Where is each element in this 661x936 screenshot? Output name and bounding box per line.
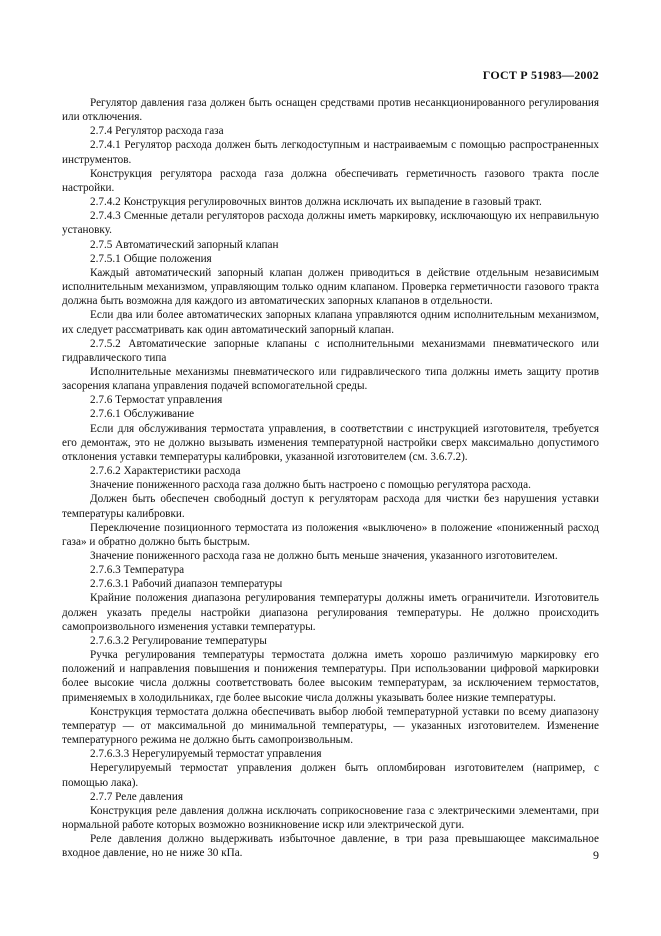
paragraph: Крайние положения диапазона регулирования температуры должны иметь ограничители. Изготовитель должен указать пределы настройки диапазона регулирования температуры. Не должно происходить самопроизвольного изменения уставки температуры. [62, 592, 599, 633]
paragraph: Если для обслуживания термостата управления, в соответствии с инструкцией изготовителя, требуется его демонтаж, это не должно вызывать изменения температурной настройки сверх максимально допустимого отклонения уставки температуры калибровки, указанной изготовителем (см. 3.6.7.2). [62, 422, 599, 463]
paragraph: 2.7.4.1 Регулятор расхода должен быть легкодоступным и настраиваемым с помощью распространенных инструментов. [62, 139, 599, 166]
section-heading: 2.7.5 Автоматический запорный клапан [90, 238, 279, 251]
section-heading: 2.7.6.3.1 Рабочий диапазон температуры [90, 578, 283, 591]
paragraph: Значение пониженного расхода газа не должно быть меньше значения, указанного изготовителем. [90, 550, 558, 562]
paragraph: Нерегулируемый термостат управления должен быть опломбирован изготовителем (например, с помощью лака). [62, 762, 599, 789]
section-heading: 2.7.7 Реле давления [90, 790, 184, 803]
paragraph: Ручка регулирования температуры термостата должна иметь хорошо различимую маркировку его положений и направления повышения и понижения температуры. При использовании цифровой маркировки более высокие числа должны соответствовать более высоким температурам, за исключением термостатов, применяемых в холодильниках, где более высокие числа должны указывать более низкие температуры. [62, 649, 599, 704]
paragraph: 2.7.5.2 Автоматические запорные клапаны с исполнительными механизмами пневматического или гидравлического типа [62, 337, 599, 364]
section-heading: 2.7.6.2 Характеристики расхода [90, 465, 241, 478]
paragraph: Регулятор давления газа должен быть оснащен средствами против несанкционированного регулирования или отключения. [62, 97, 599, 124]
section-heading: 2.7.6.3 Температура [90, 564, 185, 577]
paragraph: Конструкция термостата должна обеспечивать выбор любой температурной уставки по всему диапазону температур — от максимальной до минимальной температуры, — указанных изготовителем. Изменение температурного режима не должно быть самопроизвольным. [62, 705, 599, 747]
paragraph: Исполнительные механизмы пневматического или гидравлического типа должны иметь защиту против засорения клапана управления подачей вспомогательной среды. [62, 365, 599, 393]
section-heading: 2.7.6.1 Обслуживание [90, 408, 195, 421]
paragraph: Переключение позиционного термостата из положения «выключено» в положение «пониженный расход газа» и обратно должно быть быстрым. [62, 521, 599, 548]
document-header: ГОСТ Р 51983—2002 [482, 68, 599, 82]
paragraph: 2.7.4.2 Конструкция регулировочных винтов должна исключать их выпадение в газовый тракт. [90, 196, 542, 209]
section-heading: 2.7.5.1 Общие положения [90, 252, 212, 265]
paragraph: Каждый автоматический запорный клапан должен приводиться в действие отдельным независимым исполнительным механизмом, управляющим только одним клапаном. Проверка герметичности газового тракта должна быть возможна для каждого из автоматических запорных клапанов в отдельности. [62, 266, 599, 308]
paragraph: Значение пониженного расхода газа должно быть настроено с помощью регулятора расхода. [90, 479, 531, 492]
section-heading: 2.7.6.3.2 Регулирование температуры [90, 634, 267, 647]
section-heading: 2.7.6.3.3 Нерегулируемый термостат управления [90, 748, 322, 761]
page-number: 9 [593, 848, 599, 862]
paragraph: Конструкция регулятора расхода газа должна обеспечивать герметичность газового тракта после настройки. [62, 167, 599, 194]
document-body [62, 96, 599, 860]
paragraph: Реле давления должно выдерживать избыточное давление, в три раза превышающее максимальное входное давление, но не ниже 30 кПа. [62, 833, 599, 860]
section-heading: 2.7.4 Регулятор расхода газа [90, 125, 224, 138]
paragraph: Должен быть обеспечен свободный доступ к регуляторам расхода для чистки без нарушения уставки температуры калибровки. [62, 493, 599, 520]
paragraph: 2.7.4.3 Сменные детали регуляторов расхода должны иметь маркировку, исключающую их неправильную установку. [62, 210, 599, 237]
section-heading: 2.7.6 Термостат управления [90, 394, 223, 407]
paragraph: Если два или более автоматических запорных клапана управляются одним исполнительным механизмом, их следует рассматривать как один автоматический запорный клапан. [62, 309, 599, 336]
paragraph: Конструкция реле давления должна исключать соприкосновение газа с электрическими элементами, при нормальной работе которых возможно возникновение искр или электрической дуги. [62, 804, 599, 831]
